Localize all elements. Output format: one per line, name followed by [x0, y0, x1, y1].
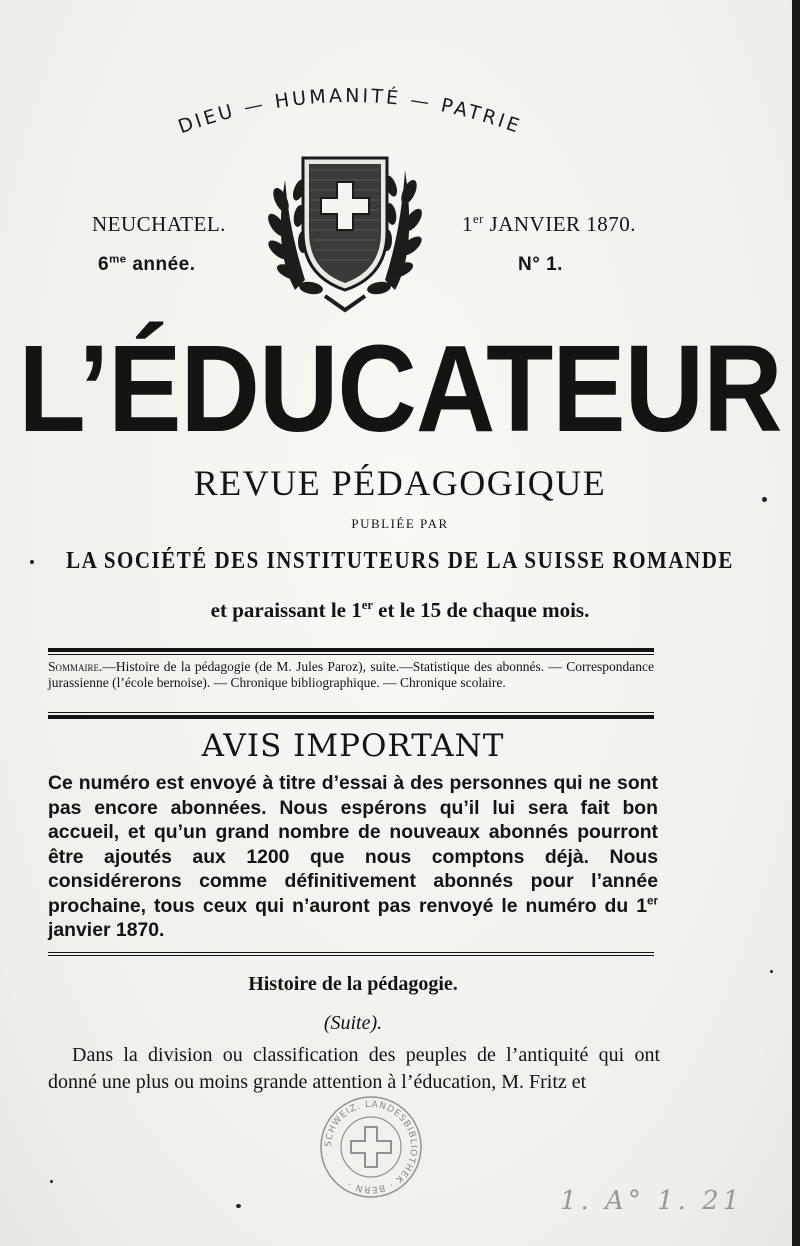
- publication-frequency: et paraissant le 1er et le 15 de chaque mois.: [210, 598, 590, 622]
- article-body: Dans la division ou classification des peuples de l’antiquité qui ont donné une plus ou moins grande attention à l’éducation, M. Fritz et: [48, 1044, 660, 1093]
- summary-text: —Histoire de la pédagogie (de M. Jules Paroz), suite.—Statistique des abonnés. — Correspondance jurassienne (l’école bernoise). — Chronique bibliographique. — Chronique scolaire.: [48, 659, 654, 690]
- paper-speck: [50, 1180, 53, 1183]
- table-of-contents: [48, 659, 654, 691]
- handwritten-shelfmark: 1. A° 1. 21: [560, 1186, 744, 1216]
- issue-number: N° 1.: [518, 254, 563, 275]
- notice-body: Ce numéro est envoyé à titre d’essai à des personnes qui ne sont pas encore abonnées. Nous espérons qu’il lui sera fait bon accueil, et qu’un grand nombre de nouveaux abonnés pourront être ajoutés aux 1200 que nous comptons déjà. Nous considérerons comme définitivement abonnés pour l’année prochaine, tous ceux qui n’auront pas renvoyé le numéro du 1er janvier 1870.: [48, 772, 658, 941]
- scan-edge: [792, 0, 800, 1246]
- divider: [48, 715, 654, 719]
- article-title: Histoire de la pédagogie.: [248, 973, 458, 995]
- notice-title: AVIS IMPORTANT: [201, 728, 505, 764]
- library-stamp-icon: [316, 1092, 426, 1202]
- paper-speck: [762, 497, 767, 502]
- society-name: LA SOCIÉTÉ DES INSTITUTEURS DE LA SUISSE ROMANDE: [66, 546, 734, 574]
- motto-text: DIEU — HUMANITÉ — PATRIE: [175, 84, 525, 139]
- divider: [48, 654, 654, 655]
- paper-speck: [236, 1204, 241, 1208]
- svg-text:SCHWEIZ. LANDESBIBLIOTHEK · BE: SCHWEIZ. LANDESBIBLIOTHEK · BERN ·: [323, 1099, 419, 1195]
- divider: [48, 648, 654, 652]
- paper-speck: [30, 560, 34, 564]
- swiss-cross-shield-icon: [255, 140, 435, 320]
- divider: [48, 712, 654, 713]
- city-label: NEUCHATEL.: [92, 212, 226, 236]
- issue-date: 1er JANVIER 1870.: [462, 212, 637, 236]
- year-issue-label: $6^{me}$ année.: [98, 253, 196, 275]
- article-subtitle: (Suite).: [323, 1012, 383, 1034]
- summary-lead: Sommaire.: [48, 659, 103, 674]
- published-by-label: PUBLIÉE PAR: [351, 516, 449, 531]
- journal-title: L’ÉDUCATEUR: [18, 320, 782, 458]
- divider: [48, 952, 654, 953]
- paper-speck: [770, 970, 773, 973]
- divider: [48, 955, 654, 956]
- journal-subtitle: REVUE PÉDAGOGIQUE: [193, 463, 607, 503]
